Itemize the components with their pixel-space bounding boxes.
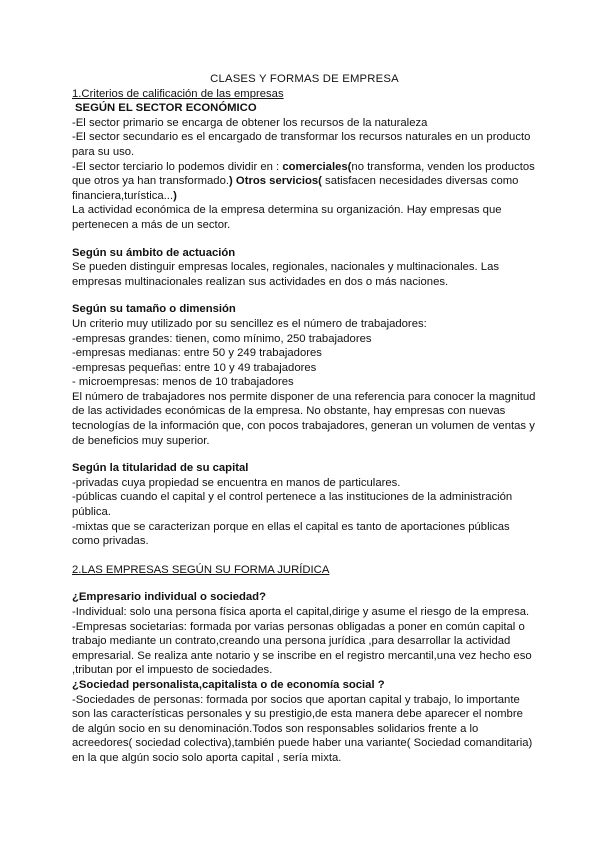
personalista-text: -Sociedades de personas: formada por socios que aportan capital y trabajo, lo importante son las características personales y su prestigio,de esta manera debe aparecer el nombre de algún socio en su denominación.Todos son responsables solidarios frente a lo acreedores( sociedad colectiva),también puede haber una variante( Sociedad comanditaria) en la que algún socio solo aporta capital , sería mixta. (72, 693, 533, 764)
tamano-heading: Según su tamaño o dimensión (72, 303, 236, 316)
sector-secundario: -El sector secundario es el encargado de transformar los recursos naturales en un producto para su uso. (72, 131, 531, 158)
ambito-heading: Según su ámbito de actuación (72, 246, 236, 259)
tamano-text: El número de trabajadores nos permite disponer de una referencia para conocer la magnitud de las actividades económicas de la empresa. No obstante, hay empresas con nuevas tecnologías de la información que, con pocos trabajadores, generan un volumen de ventas y de beneficios muy superior. (72, 390, 536, 447)
ambito-text: Se pueden distinguir empresas locales, regionales, nacionales y multinacionales. Las empresas multinacionales realizan sus actividades en dos o más naciones. (72, 261, 500, 288)
tamano-item: - microempresas: menos de 10 trabajadores (72, 376, 294, 389)
section-1-heading: 1.Criterios de calificación de las empresas (72, 87, 284, 100)
individual-text: -Individual: solo una persona física aporta el capital,dirige y asume el riesgo de la empresa. (72, 606, 530, 618)
document-content (72, 72, 537, 766)
terciario-comerciales-label: comerciales( (282, 160, 352, 173)
terciario-intro: -El sector terciario lo podemos dividir en : (72, 160, 283, 173)
titularidad-item: -privadas cuya propiedad se encuentra en manos de particulares. (72, 476, 401, 489)
titularidad-item: -públicas cuando el capital y el control pertenece a las instituciones de la administración pública. (72, 491, 513, 519)
terciario-comerciales-text: no transforma, venden los productos que otros ya han transformado. (72, 160, 535, 188)
tamano-item: -empresas medianas: entre 50 y 249 trabajadores (72, 347, 322, 360)
sector-terciario (72, 160, 537, 204)
sector-primario: -El sector primario se encarga de obtener los recursos de la naturaleza (72, 116, 428, 129)
titularidad-heading: Según la titularidad de su capital (72, 462, 249, 475)
tamano-item: -empresas grandes: tienen, como mínimo, 250 trabajadores (72, 332, 372, 345)
tamano-intro: Un criterio muy utilizado por su sencillez es el número de trabajadores: (72, 317, 427, 330)
terciario-otros-label: ) Otros servicios( (229, 175, 322, 188)
sector-heading: SEGÚN EL SECTOR ECONÓMICO (75, 102, 257, 115)
terciario-close: ) (173, 189, 177, 202)
personalista-heading: ¿Sociedad personalista,capitalista o de economía social ? (72, 678, 385, 691)
document-title: CLASES Y FORMAS DE EMPRESA (210, 73, 399, 85)
individual-heading: ¿Empresario individual o sociedad? (72, 591, 266, 604)
terciario-otros-text: satisfacen necesidades diversas como financiera,turística... (72, 175, 519, 202)
tamano-item: -empresas pequeñas: entre 10 y 49 trabajadores (72, 361, 317, 374)
section-2-heading: 2.LAS EMPRESAS SEGÚN SU FORMA JURÍDICA (72, 563, 330, 576)
sector-organizacion: La actividad económica de la empresa determina su organización. Hay empresas que pertenecen a más de un sector. (72, 204, 502, 231)
societarias-text: -Empresas societarias: formada por varias personas obligadas a poner en común capital o trabajo mediante un contrato,creando una persona jurídica ,para desarrollar la actividad empresarial. Se realiza ante notario y se inscribe en el registro mercantil,una vez hecho eso ,tributan por el impuesto de sociedades. (72, 620, 532, 677)
titularidad-item: -mixtas que se caracterizan porque en ellas el capital es tanto de aportaciones públicas como privadas. (72, 520, 510, 548)
